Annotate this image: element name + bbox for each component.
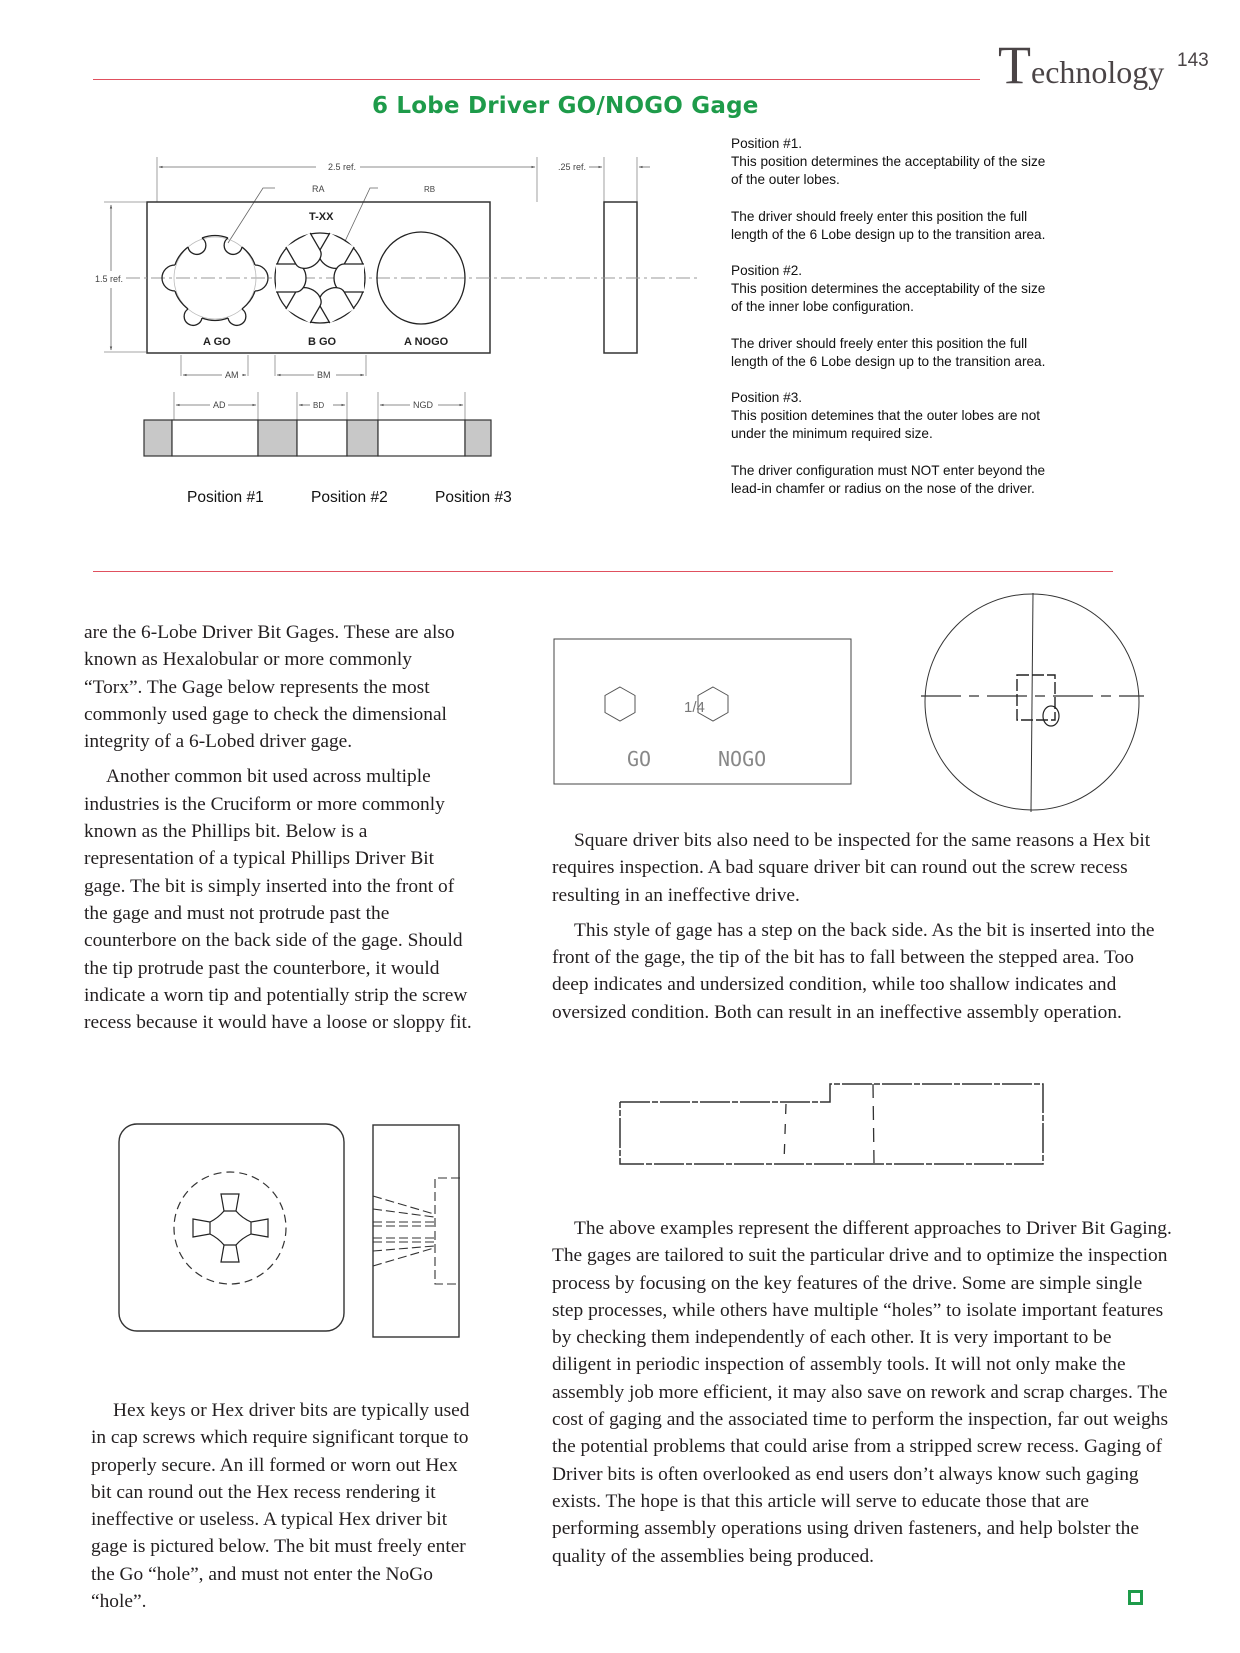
- note-text: This position determines the acceptability of the size of the outer lobes.: [731, 154, 1046, 188]
- note-position-1: [731, 135, 1051, 190]
- step-gage-drawing: [615, 1080, 1065, 1170]
- hex-nogo-label: NOGO: [718, 747, 767, 771]
- hole-label-b-go: B GO: [308, 336, 337, 348]
- hole-label-a-nogo: A NOGO: [404, 336, 449, 348]
- right-column-text: [552, 827, 1172, 1034]
- header-rule: [93, 79, 980, 80]
- torx-gage-drawing: [80, 140, 720, 520]
- hex-size-label: 1/4: [684, 699, 705, 716]
- note-position-1-detail: [731, 208, 1051, 244]
- size-label: T-XX: [309, 211, 334, 223]
- dim-thickness-ref: .25 ref.: [558, 162, 587, 172]
- note-heading: Position #2.: [731, 263, 803, 279]
- dim-bd: BD: [313, 401, 325, 410]
- note-heading: Position #3.: [731, 390, 803, 406]
- page-number: 143: [1177, 50, 1209, 71]
- note-position-3-detail: [731, 462, 1051, 498]
- note-position-2-detail: [731, 335, 1051, 371]
- figure-title: 6 Lobe Driver GO/NOGO Gage: [372, 93, 759, 119]
- position-label-2: Position #2: [311, 489, 388, 506]
- paragraph-phillips: Another common bit used across multiple industries is the Cruciform or more commonly known as the Phillips bit. Below is a representation of a typical Phillips Driver Bit gage. The bit is simply inserted into the front of the gage and must not protrude past the counterbore on the back side of the gage. Should the tip protrude past the counterbore, it would indicate a worn tip and potentially strip the screw recess because it would have a loose or sloppy fit.: [84, 766, 472, 1034]
- position-label-1: Position #1: [187, 489, 264, 506]
- figure-bottom-rule: [93, 571, 1113, 572]
- dim-width-ref: 2.5 ref.: [328, 162, 357, 172]
- paragraph-hex: Hex keys or Hex driver bits are typically used in cap screws which require significant torque to properly secure. An ill formed or worn out Hex bit can round out the Hex recess rendering it ineffective or useless. A typical Hex driver bit gage is pictured below. The bit must freely enter the Go “hole”, and must not enter the NoGo “hole”.: [91, 1400, 470, 1613]
- section-title: [998, 35, 1165, 95]
- paragraph-step-gage: This style of gage has a step on the back side. As the bit is inserted into the front of the gage, the tip of the bit has to fall between the stepped area. Too deep indicates and undersized condition, while too shallow indicates and oversized condition. Both can result in an ineffective assembly operation.: [552, 919, 1155, 1023]
- hex-go-label: GO: [627, 747, 652, 771]
- section-title-initial: T: [998, 35, 1031, 95]
- position-notes: [731, 135, 1051, 516]
- note-text: This position detemines that the outer lobes are not under the minimum required size.: [731, 408, 1041, 442]
- section-title-rest: echnology: [1031, 54, 1165, 90]
- note-position-2: [731, 262, 1051, 317]
- hex-gage-drawing: [548, 628, 858, 788]
- position-label-3: Position #3: [435, 489, 512, 506]
- dim-ra: RA: [312, 184, 325, 194]
- dim-height-ref: 1.5 ref.: [95, 274, 124, 284]
- hex-paragraph-block: [91, 1397, 481, 1623]
- closing-paragraph-block: [552, 1215, 1172, 1578]
- dim-rb: RB: [424, 185, 436, 194]
- paragraph-torx: are the 6-Lobe Driver Bit Gages. These are also known as Hexalobular or more commonly “Torx”. The Gage below represents the most commonly used gage to check the dimensional integrity of a 6-Lobed driver gage.: [84, 622, 455, 753]
- note-text: The driver should freely enter this position the full length of the 6 Lobe design up to the transition area.: [731, 335, 1046, 369]
- dim-ngd: NGD: [413, 400, 433, 410]
- note-text: The driver configuration must NOT enter beyond the lead-in chamfer or radius on the nose of the driver.: [731, 462, 1046, 496]
- square-gage-drawing: [915, 588, 1145, 818]
- dim-bm: BM: [317, 370, 331, 380]
- note-position-3: [731, 389, 1051, 444]
- dim-ad: AD: [213, 400, 226, 410]
- note-text: The driver should freely enter this position the full length of the 6 Lobe design up to the transition area.: [731, 208, 1046, 242]
- dim-am: AM: [225, 370, 239, 380]
- note-heading: Position #1.: [731, 136, 803, 151]
- paragraph-square: Square driver bits also need to be inspected for the same reasons a Hex bit requires inspection. A bad square driver bit can round out the screw recess resulting in an ineffective drive.: [552, 830, 1151, 906]
- paragraph-closing: The above examples represent the different approaches to Driver Bit Gaging. The gages are tailored to suit the particular drive and to optimize the inspection process by focusing on the key features of the drive. Some are simple single step processes, while others have multiple “holes” to isolate important features by checking them independently of each other. It is very important to be diligent in periodic inspection of assembly tools. It will not only make the assembly job more efficient, it may also save on rework and scrap charges. The cost of gaging and the associated time to perform the inspection, far out weighs the potential problems that could arise from a stripped screw recess. Gaging of Driver bits is often overlooked as end users don’t always know such gaging exists. The hope is that this article will serve to educate those that are performing assembly operations using driven fasteners, and help bolster the quality of the assemblies being produced.: [552, 1218, 1172, 1567]
- left-column-text: [84, 619, 474, 1044]
- note-text: This position determines the acceptability of the size of the inner lobe configuration.: [731, 281, 1046, 315]
- phillips-gage-drawing: [110, 1115, 470, 1345]
- end-of-article-square-icon: [1128, 1590, 1143, 1605]
- hole-label-a-go: A GO: [203, 336, 231, 348]
